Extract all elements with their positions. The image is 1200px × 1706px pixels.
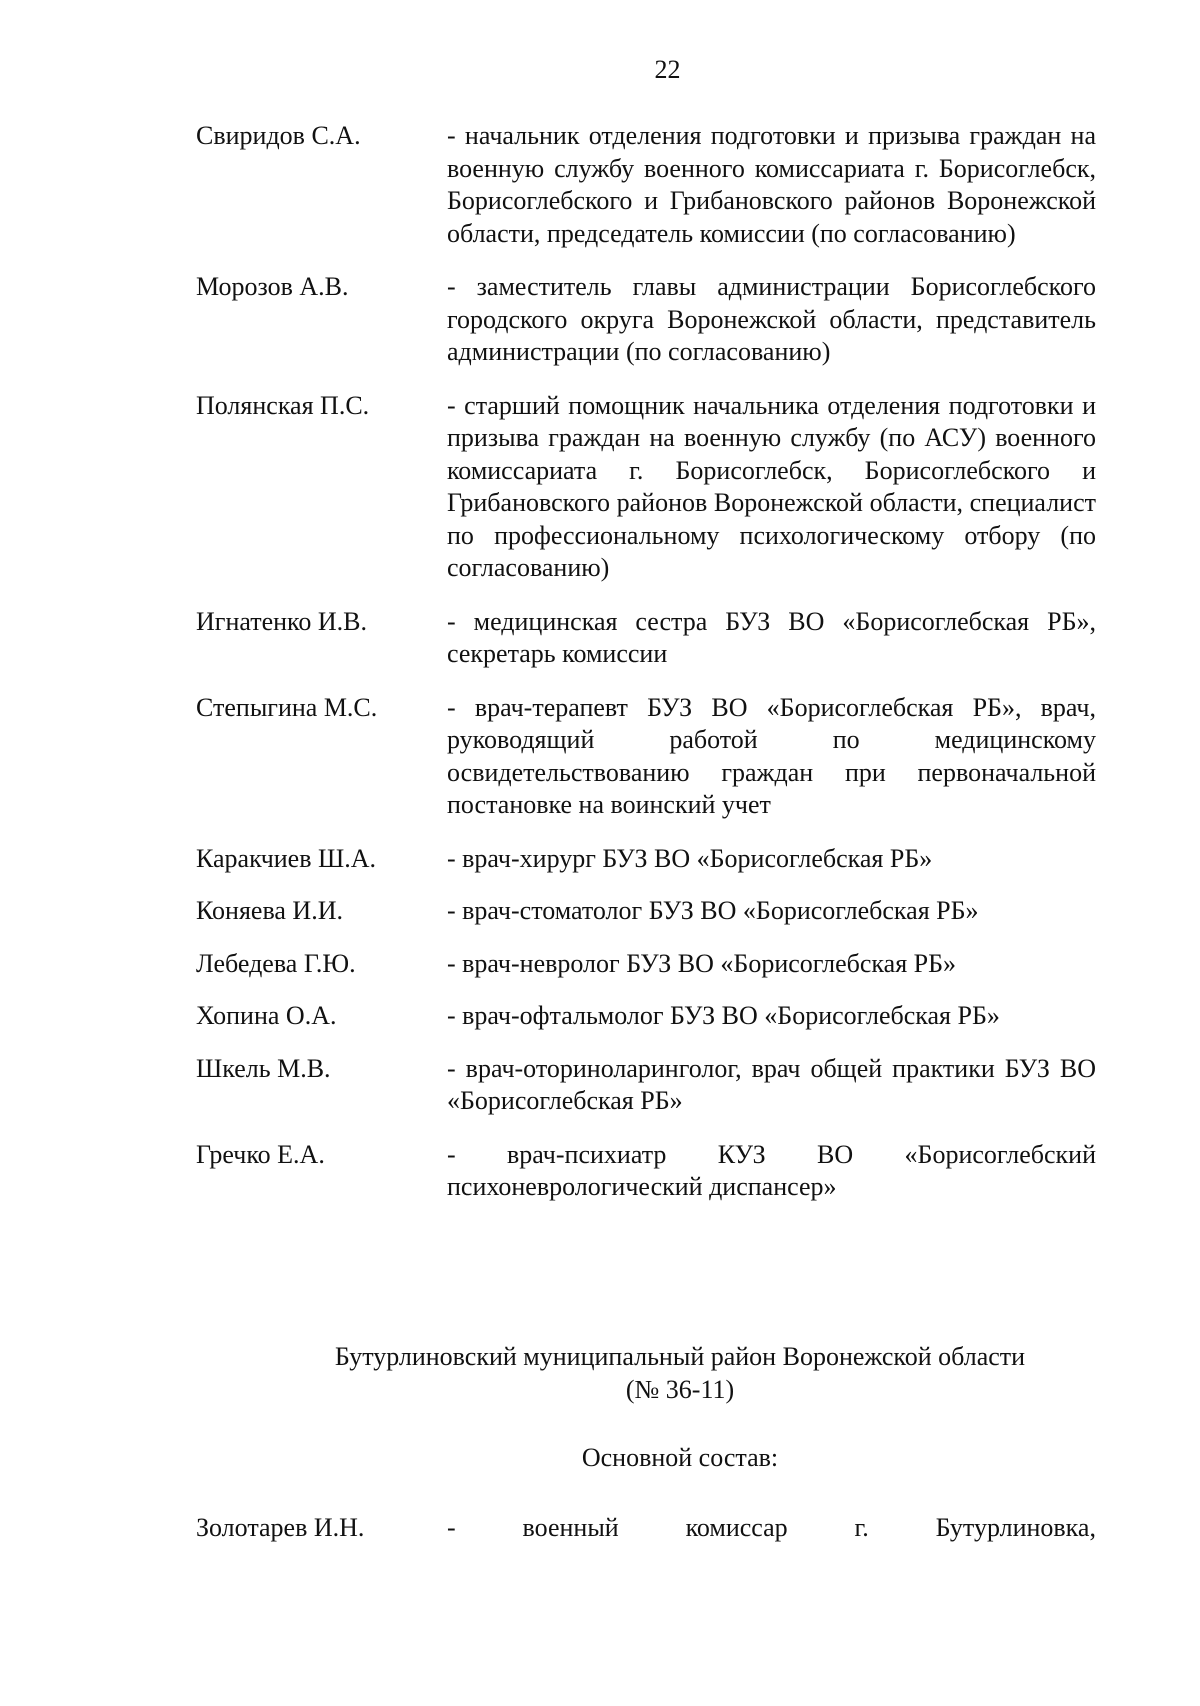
member-entry xyxy=(196,390,1096,585)
member-description: - начальник отделения подготовки и призыва граждан на военную службу военного комиссариата г. Борисоглебск, Борисоглебского и Грибановского районов Воронежской области, председатель комиссии (по согласованию) xyxy=(447,121,1096,248)
member-list xyxy=(196,120,1096,1225)
member-description: - врач-невролог БУЗ ВО «Борисоглебская РБ» xyxy=(447,948,957,978)
member-description xyxy=(447,1512,1096,1544)
member-name: Степыгина М.С. xyxy=(196,692,378,722)
member-description: - старший помощник начальника отделения подготовки и призыва граждан на военную службу (по АСУ) военного комиссариата г. Борисоглебск, Борисоглебского и Грибановского районов Воронежской области, специалист по профессиональному психологическому отбору (по согласованию) xyxy=(447,390,1096,582)
member-description: - врач-стоматолог БУЗ ВО «Борисоглебская РБ» xyxy=(447,896,979,925)
member-description: - врач-офтальмолог БУЗ ВО «Борисоглебская РБ» xyxy=(447,1001,1000,1030)
member-name: Морозов А.В. xyxy=(196,272,349,301)
member-name: Свиридов С.А. xyxy=(196,121,361,150)
member-entry xyxy=(196,1000,1096,1033)
member-name: Лебедева Г.Ю. xyxy=(196,948,356,978)
member-name: Полянская П.С. xyxy=(196,390,370,420)
member-entry xyxy=(196,120,1096,250)
member-name: Каракчиев Ш.А. xyxy=(196,843,377,873)
description-word: Бутурлиновка, xyxy=(935,1513,1096,1542)
section-title: Бутурлиновский муниципальный район Воронежской области xyxy=(334,1342,1026,1371)
description-word: - xyxy=(447,1513,456,1542)
member-entry xyxy=(196,843,1096,876)
member-entry xyxy=(196,606,1096,671)
member-entry xyxy=(196,1053,1096,1118)
member-name: Хопина О.А. xyxy=(196,1001,337,1030)
member-name: Золотарев И.Н. xyxy=(196,1513,365,1542)
member-entry xyxy=(196,895,1096,928)
section-subtitle: Основной состав: xyxy=(581,1443,779,1472)
description-word: г. xyxy=(854,1513,869,1542)
member-entry xyxy=(196,271,1096,369)
member-description: - врач-психиатр КУЗ ВО «Борисоглебский психоневрологический диспансер» xyxy=(447,1139,1096,1201)
member-description: - медицинская сестра БУЗ ВО «Борисоглебская РБ», секретарь комиссии xyxy=(447,606,1096,668)
member-description: - врач-терапевт БУЗ ВО «Борисоглебская РБ», врач, руководящий работой по медицинскому освидетельствованию граждан при первоначальной постановке на воинский учет xyxy=(447,692,1096,819)
member-entry xyxy=(196,692,1096,822)
member-description: - врач-хирург БУЗ ВО «Борисоглебская РБ» xyxy=(447,843,933,873)
member-name: Гречко Е.А. xyxy=(196,1139,325,1169)
member-name: Шкель М.В. xyxy=(196,1053,331,1083)
member-entry xyxy=(196,948,1096,981)
description-word: комиссар xyxy=(685,1513,788,1542)
member-entry xyxy=(196,1512,1096,1544)
member-name: Коняева И.И. xyxy=(196,896,343,925)
description-word: военный xyxy=(522,1513,619,1542)
member-description: - врач-оториноларинголог, врач общей практики БУЗ ВО «Борисоглебская РБ» xyxy=(447,1053,1096,1115)
member-description: - заместитель главы администрации Борисоглебского городского округа Воронежской области, представитель администрации (по согласованию) xyxy=(447,272,1096,366)
member-name: Игнатенко И.В. xyxy=(196,606,367,636)
section-number: (№ 36-11) xyxy=(625,1375,735,1404)
page-number: 22 xyxy=(654,55,681,84)
member-entry xyxy=(196,1139,1096,1204)
